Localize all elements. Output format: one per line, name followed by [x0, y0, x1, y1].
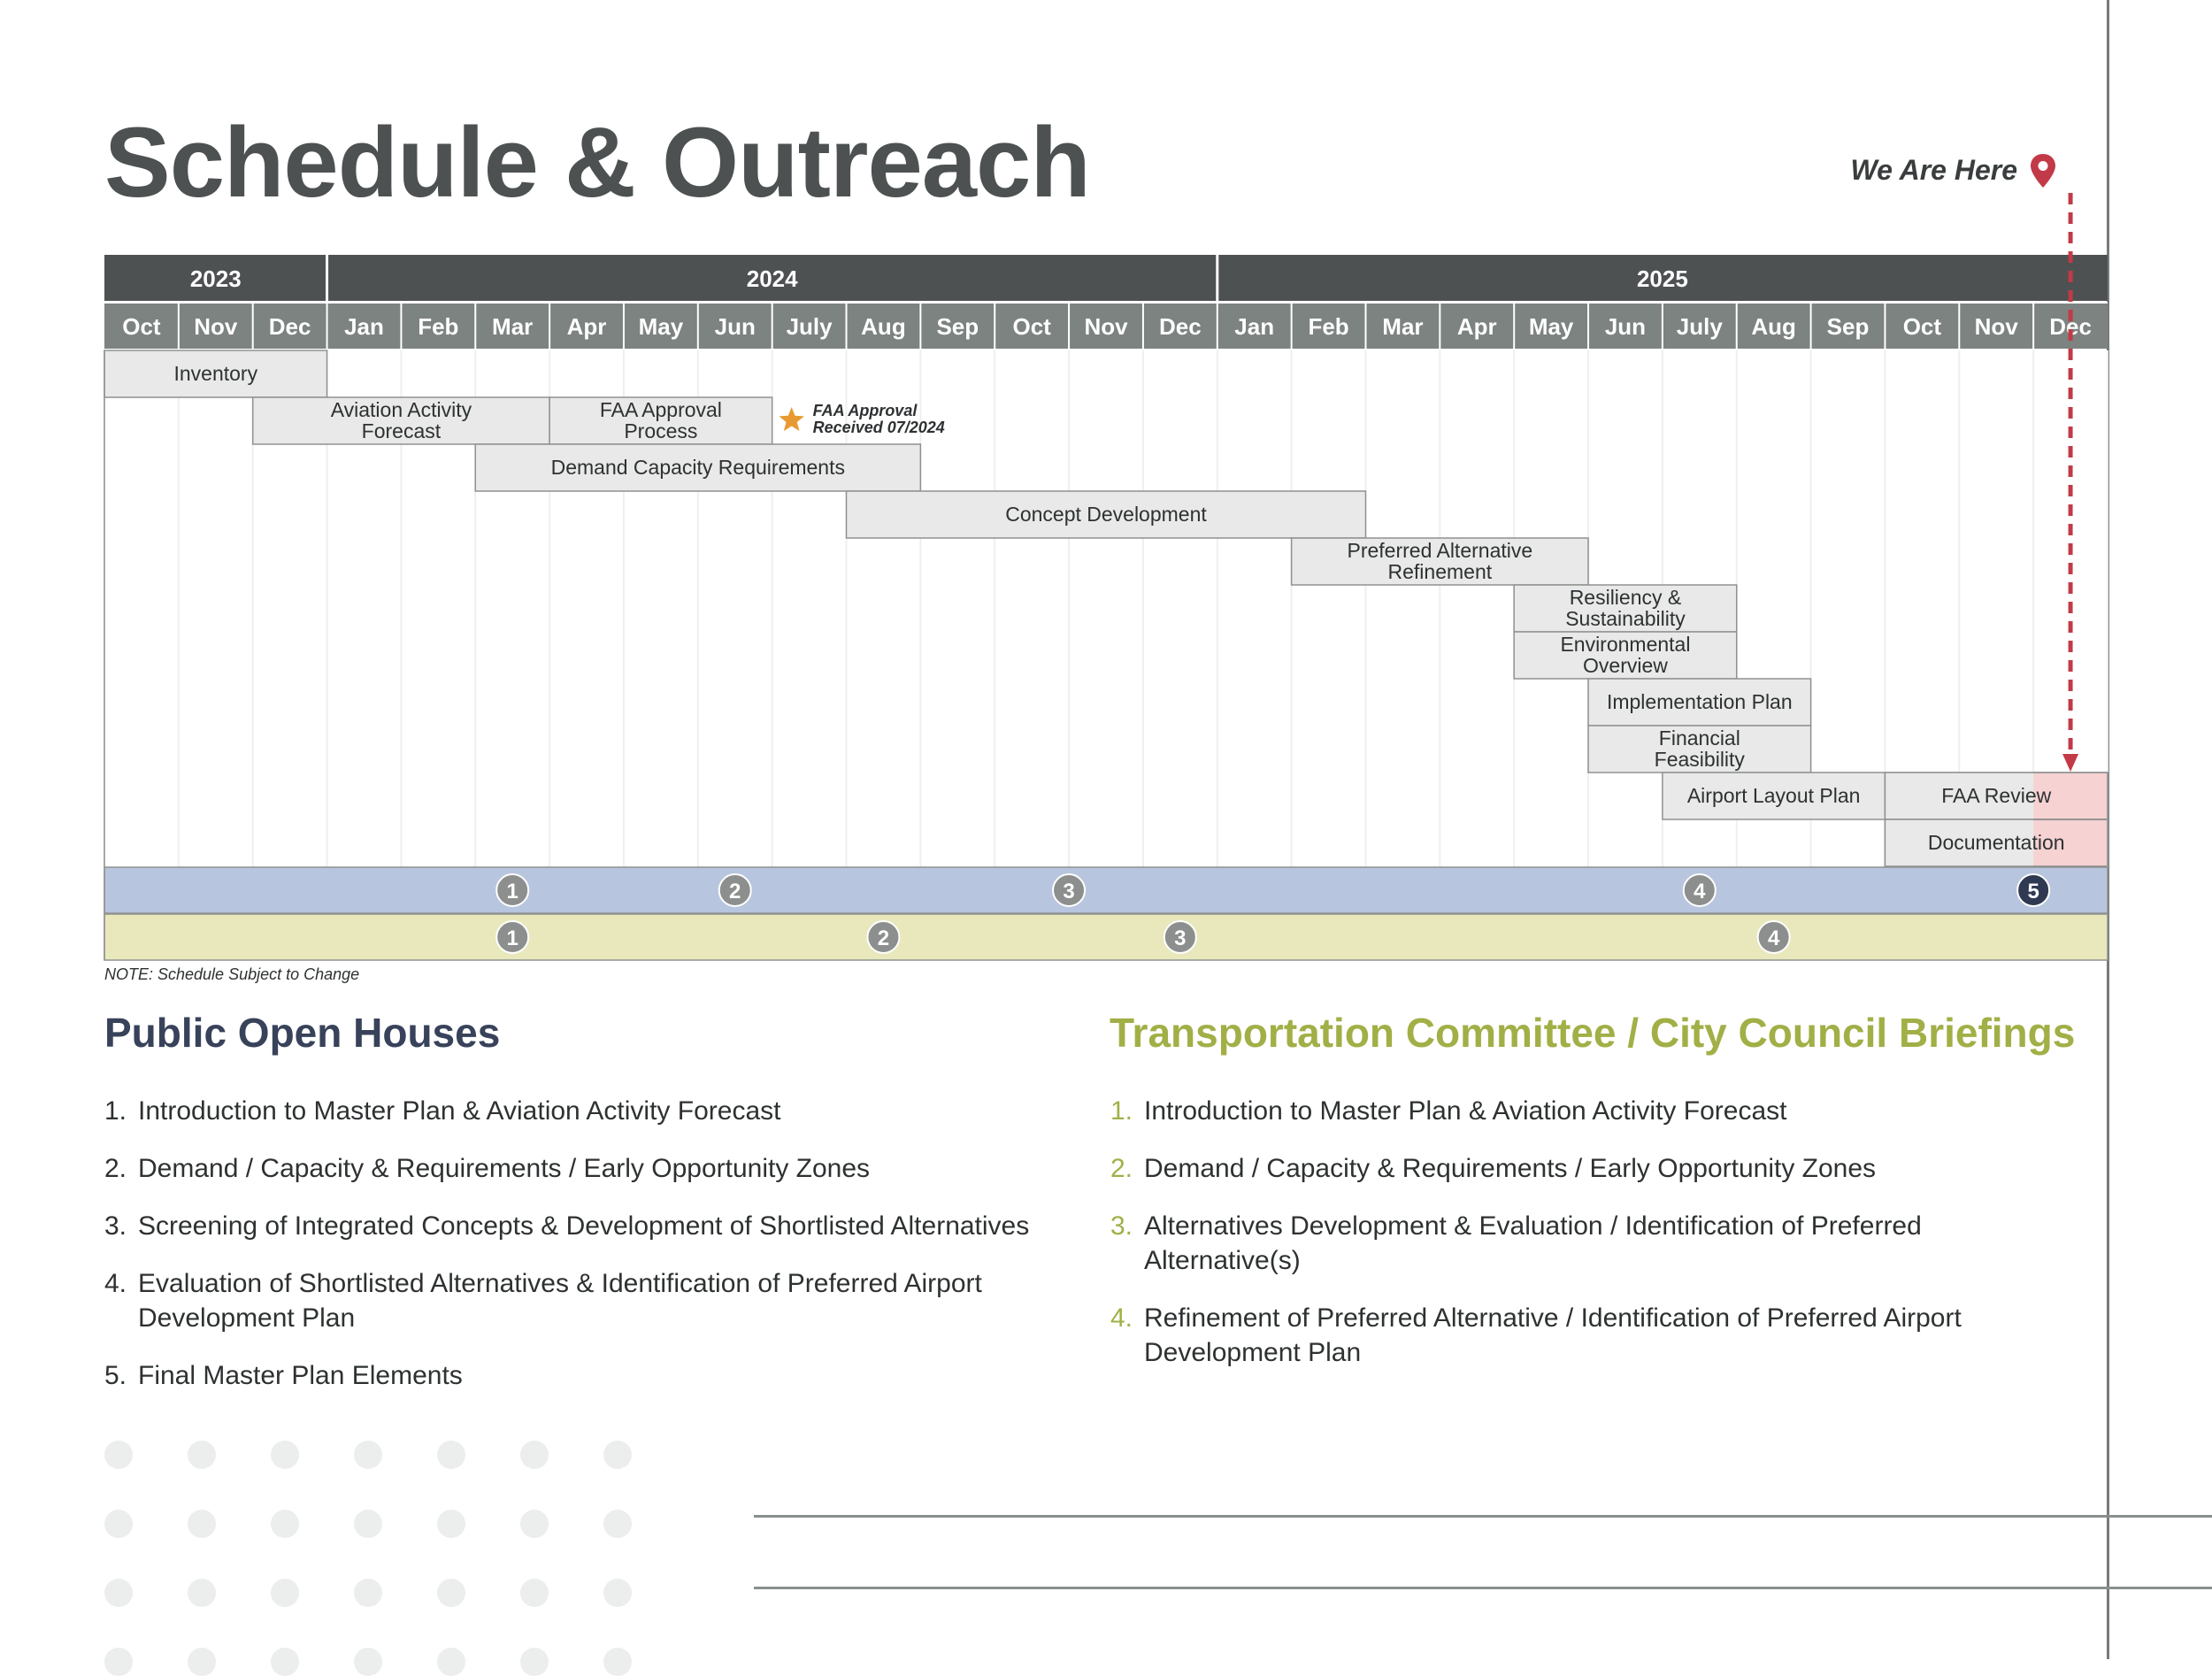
list-text: Alternatives Development & Evaluation / Identification of Preferred Alternative(s) [1144, 1211, 1922, 1275]
month-label: Jun [714, 313, 756, 340]
task-label: Preferred Alternative [1347, 539, 1533, 562]
council-briefings-title: Transportation Committee / City Council Briefings [1110, 1010, 2076, 1056]
month-label: Aug [1751, 313, 1796, 340]
list-text: Screening of Integrated Concepts & Development of Shortlisted Alternatives [138, 1211, 1030, 1241]
public-open-house-marker-label: 2 [729, 880, 741, 903]
list-text: Refinement of Preferred Alternative / Identification of Preferred Airport Development Plan [1144, 1303, 1962, 1367]
list-text: Introduction to Master Plan & Aviation Activity Forecast [138, 1096, 781, 1126]
public-open-house-marker-label: 3 [1063, 880, 1075, 903]
list-item [1110, 1094, 2013, 1128]
task-label: Feasibility [1654, 748, 1745, 771]
list-item [104, 1266, 1113, 1335]
list-number: 1. [104, 1096, 127, 1126]
list-number: 2. [1110, 1154, 1133, 1183]
task-label: FAA Review [1941, 784, 2052, 807]
list-text: Introduction to Master Plan & Aviation Activity Forecast [1144, 1096, 1787, 1126]
public-open-house-marker-label: 1 [506, 880, 518, 903]
list-number: 1. [1110, 1096, 1133, 1126]
public-open-houses-list [104, 1094, 1113, 1416]
arrow-down-icon [2062, 754, 2078, 772]
month-label: Jan [1234, 313, 1275, 340]
task-label: Demand Capacity Requirements [550, 456, 846, 479]
list-text: Demand / Capacity & Requirements / Early Opportunity Zones [1144, 1154, 1877, 1183]
task-label: Concept Development [1005, 503, 1207, 526]
page-title: Schedule & Outreach [104, 107, 1090, 218]
year-label: 2024 [746, 265, 798, 292]
task-label: Forecast [361, 419, 442, 442]
council-briefings-list [1110, 1094, 2013, 1393]
task-label: Documentation [1927, 831, 2065, 854]
list-text: Evaluation of Shortlisted Alternatives & Identification of Preferred Airport Development Plan [138, 1269, 982, 1333]
public-open-houses-title: Public Open Houses [104, 1010, 501, 1056]
year-label: 2023 [189, 265, 242, 292]
task-label: Financial [1658, 727, 1740, 750]
public-open-house-band [104, 867, 2108, 913]
month-label: Mar [492, 313, 534, 340]
task-label: Implementation Plan [1606, 690, 1793, 713]
task-label: Sustainability [1565, 607, 1686, 630]
task-label: Overview [1583, 654, 1668, 677]
star-icon [779, 407, 804, 431]
council-briefing-marker-label: 4 [1767, 926, 1780, 950]
month-label: July [1676, 313, 1723, 340]
list-text: Final Master Plan Elements [138, 1361, 463, 1390]
month-label: Nov [194, 313, 238, 340]
month-label: Oct [1012, 313, 1051, 340]
list-number: 3. [104, 1211, 127, 1241]
task-label: Resiliency & [1569, 586, 1682, 609]
month-label: Dec [1159, 313, 1202, 340]
month-label: May [1528, 313, 1574, 340]
month-label: Apr [1456, 313, 1497, 340]
list-item [104, 1094, 1113, 1128]
month-label: Jun [1604, 313, 1647, 340]
year-header-bar [104, 255, 2108, 301]
year-label: 2025 [1636, 265, 1688, 292]
list-number: 4. [104, 1269, 127, 1298]
milestone-note: FAA Approval [812, 402, 918, 419]
month-label: Oct [1902, 313, 1942, 340]
council-briefing-marker-label: 3 [1174, 926, 1187, 950]
month-label: May [638, 313, 684, 340]
list-number: 5. [104, 1361, 127, 1390]
month-label: Dec [2049, 313, 2092, 340]
list-number: 3. [1110, 1211, 1133, 1241]
month-label: Aug [861, 313, 906, 340]
month-label: Sep [1826, 313, 1870, 340]
task-label: Environmental [1560, 633, 1691, 656]
we-are-here-label: We Are Here [1850, 154, 2017, 186]
task-label: Refinement [1387, 560, 1493, 583]
list-item [104, 1151, 1113, 1186]
month-label: Jan [344, 313, 384, 340]
month-label: Feb [418, 313, 459, 340]
month-label: Sep [936, 313, 979, 340]
list-item [1110, 1151, 2013, 1186]
month-label: Nov [1084, 313, 1128, 340]
list-text: Demand / Capacity & Requirements / Early Opportunity Zones [138, 1154, 871, 1183]
month-label: Mar [1382, 313, 1424, 340]
decorative-rule [754, 1515, 2212, 1518]
decorative-rule [754, 1587, 2212, 1589]
list-item [1110, 1301, 2013, 1370]
milestone-note: Received 07/2024 [812, 419, 945, 436]
month-label: July [786, 313, 833, 340]
list-item [104, 1358, 1113, 1393]
list-number: 2. [104, 1154, 127, 1183]
task-label: Inventory [173, 362, 258, 385]
list-number: 4. [1110, 1303, 1133, 1333]
month-label: Apr [566, 313, 607, 340]
month-label: Nov [1974, 313, 2018, 340]
schedule-note: NOTE: Schedule Subject to Change [104, 965, 360, 983]
task-label: Airport Layout Plan [1686, 784, 1861, 807]
council-briefing-marker-label: 1 [506, 926, 518, 950]
list-item [1110, 1209, 2013, 1278]
task-label: Aviation Activity [330, 398, 472, 421]
council-briefing-marker-label: 2 [877, 926, 890, 950]
public-open-house-marker-label: 4 [1694, 880, 1706, 903]
month-label: Oct [122, 313, 161, 340]
month-label: Dec [268, 313, 311, 340]
month-label: Feb [1308, 313, 1349, 340]
task-label: Process [624, 419, 698, 442]
task-label: FAA Approval [599, 398, 722, 421]
list-item [104, 1209, 1113, 1243]
public-open-house-marker-label: 5 [2027, 880, 2039, 903]
council-briefing-band [104, 914, 2108, 960]
